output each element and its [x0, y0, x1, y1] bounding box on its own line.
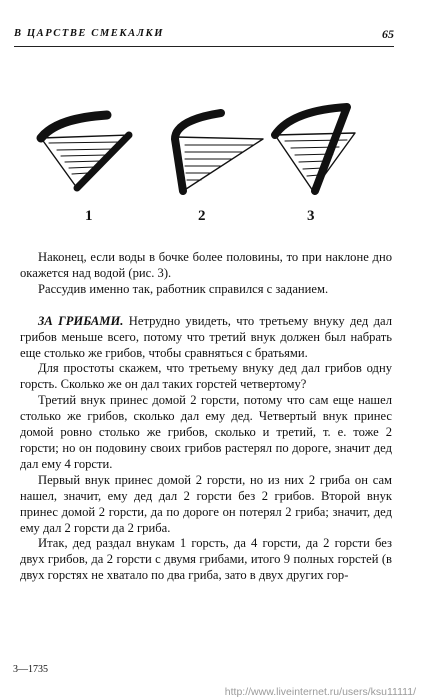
paragraph-6: Первый внук принес домой 2 горсти, но из них 2 гриба он сам нашел, значит, ему дед дал 2 горсти без 2 грибов. Второй внук принес домой 2 горсти, да по дороге он потерял 2 гриба; значит, дед ему дал 2 горсти да 2 гриба.	[20, 472, 392, 535]
barrel-figures	[25, 95, 385, 235]
paragraph-7: Итак, дед раздал внукам 1 горсть, да 4 горсти, да 2 горсти без двух грибов, да 2 горсти с двумя грибами, итого 9 полных горстей (в двух горстях не хватало по два гриба, зато в двух других гор-	[20, 536, 392, 583]
running-title: В ЦАРСТВЕ СМЕКАЛКИ	[14, 28, 165, 39]
paragraph-5: Третий внук принес домой 2 горсти, потому что сам еще нашел столько же грибов, сколько дал ему дед. Четвертый внук принес домой ровно столько же грибов, сколько и третий, т. е. тоже 2 горсти; но он подовину своих грибов растерял по дороге, значит дед дал ему 4 горсти.	[20, 393, 392, 471]
paragraph-1: Наконец, если воды в бочке более половины, то при наклоне дно окажется над водой (рис. 3).	[20, 250, 392, 280]
section-heading: ЗА ГРИБАМИ.	[38, 313, 124, 328]
barrel-figure-1	[41, 115, 129, 188]
watermark-url: http://www.liveinternet.ru/users/ksu11111/	[224, 686, 416, 698]
barrel-figure-2	[175, 113, 263, 191]
figure-label-3: 3	[307, 208, 315, 224]
barrel-figure-3	[275, 107, 355, 191]
paragraph-3	[20, 314, 392, 362]
paragraph-4: Для простоты скажем, что третьему внуку дед дал грибов одну горсть. Сколько же он дал таких горстей четвертому?	[20, 361, 392, 392]
running-header	[14, 28, 394, 46]
paragraph-2: Рассудив именно так, работник справился с заданием.	[38, 281, 329, 296]
page-number: 65	[382, 27, 394, 41]
body-text	[20, 250, 392, 584]
figure-label-1: 1	[85, 208, 93, 224]
printer-signature: 3—1735	[13, 664, 48, 675]
figure-label-2: 2	[198, 208, 206, 224]
paragraph-3-text: Нетрудно увидеть, что третьему внуку дед дал грибов меньше всего, потому что третий внук должен был набрать еще столько же грибов, чтобы сравняться с братьями.	[20, 313, 392, 360]
header-rule	[14, 46, 394, 47]
